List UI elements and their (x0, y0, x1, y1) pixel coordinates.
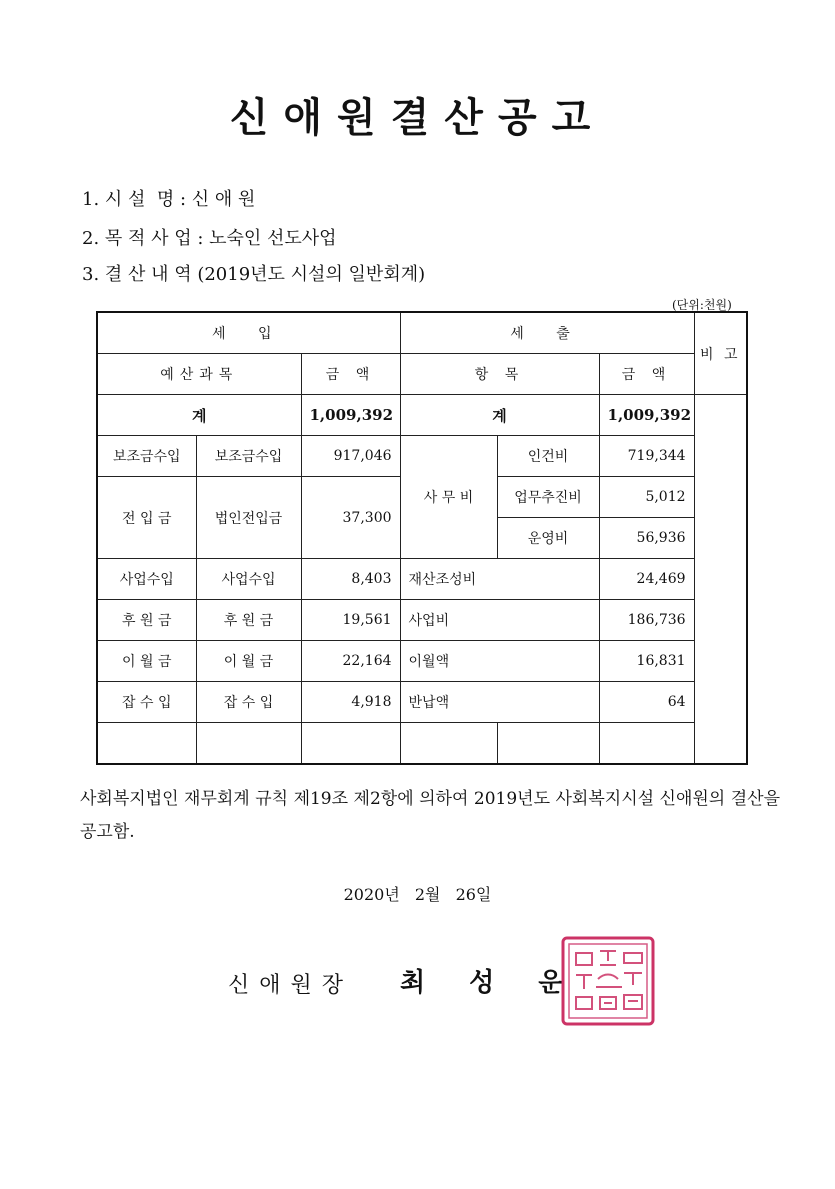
revenue-category: 사업수입 (97, 559, 196, 600)
revenue-category: 이 월 금 (97, 641, 196, 682)
revenue-item: 사업수입 (196, 559, 301, 600)
revenue-category: 보조금수입 (97, 436, 196, 477)
office-item-amount: 56,936 (599, 518, 694, 559)
remark-header: 비 고 (694, 312, 747, 395)
office-expense-label: 사 무 비 (400, 436, 497, 559)
page-title: 신애원결산공고 (229, 95, 606, 141)
office-item-name: 인건비 (497, 436, 599, 477)
expense-item-name: 사업비 (400, 600, 599, 641)
expense-item-name: 재산조성비 (400, 559, 599, 600)
notice-text: 사회복지법인 재무회계 규칙 제19조 제2항에 의하여 2019년도 사회복지시설 신애원의 결산을 공고함. (80, 789, 780, 842)
expense-item-amount: 186,736 (599, 600, 694, 641)
expense-item-amount: 24,469 (599, 559, 694, 600)
revenue-header: 세 입 (97, 312, 400, 354)
signer-title: 신애원장 (228, 973, 354, 998)
expense-item-name: 반납액 (400, 682, 599, 723)
office-item-name: 운영비 (497, 518, 599, 559)
expense-total-label: 계 (400, 395, 599, 436)
revenue-category: 잡 수 입 (97, 682, 196, 723)
revenue-amount: 917,046 (301, 436, 400, 477)
signer-name: 최성운 (400, 968, 608, 998)
office-item-name: 업무추진비 (497, 477, 599, 518)
revenue-total-label: 계 (97, 395, 301, 436)
office-item-amount: 719,344 (599, 436, 694, 477)
revenue-item: 보조금수입 (196, 436, 301, 477)
revenue-item: 잡 수 입 (196, 682, 301, 723)
announcement-date: 2020년 2월 26일 (343, 885, 492, 904)
revenue-amount: 22,164 (301, 641, 400, 682)
info-settlement-detail: 3. 결 산 내 역 (2019년도 시설의 일반회계) (82, 264, 426, 285)
expense-header: 세 출 (400, 312, 694, 354)
revenue-category: 전 입 금 (97, 477, 196, 559)
seal-glyph-marks (576, 951, 642, 1009)
office-item-amount: 5,012 (599, 477, 694, 518)
settlement-table (96, 311, 748, 765)
expense-item-amount: 64 (599, 682, 694, 723)
budget-item-header: 예산과목 (97, 354, 301, 395)
expense-item-name: 이월액 (400, 641, 599, 682)
info-facility-name: 1. 시 설 명 : 신 애 원 (82, 189, 256, 210)
revenue-item: 이 월 금 (196, 641, 301, 682)
revenue-item: 후 원 금 (196, 600, 301, 641)
revenue-amount: 19,561 (301, 600, 400, 641)
info-business-purpose: 2. 목 적 사 업 : 노숙인 선도사업 (82, 228, 337, 249)
revenue-category: 후 원 금 (97, 600, 196, 641)
expense-total-amount: 1,009,392 (599, 395, 694, 436)
official-seal (560, 935, 656, 1027)
expense-item-amount: 16,831 (599, 641, 694, 682)
revenue-item: 법인전입금 (196, 477, 301, 559)
revenue-amount-header: 금 액 (301, 354, 400, 395)
revenue-amount: 37,300 (301, 477, 400, 559)
remark-cell (694, 395, 747, 765)
unit-label: (단위:천원) (672, 298, 732, 312)
revenue-amount: 8,403 (301, 559, 400, 600)
revenue-amount: 4,918 (301, 682, 400, 723)
revenue-total-amount: 1,009,392 (301, 395, 400, 436)
expense-item-header: 항 목 (400, 354, 599, 395)
expense-amount-header: 금 액 (599, 354, 694, 395)
